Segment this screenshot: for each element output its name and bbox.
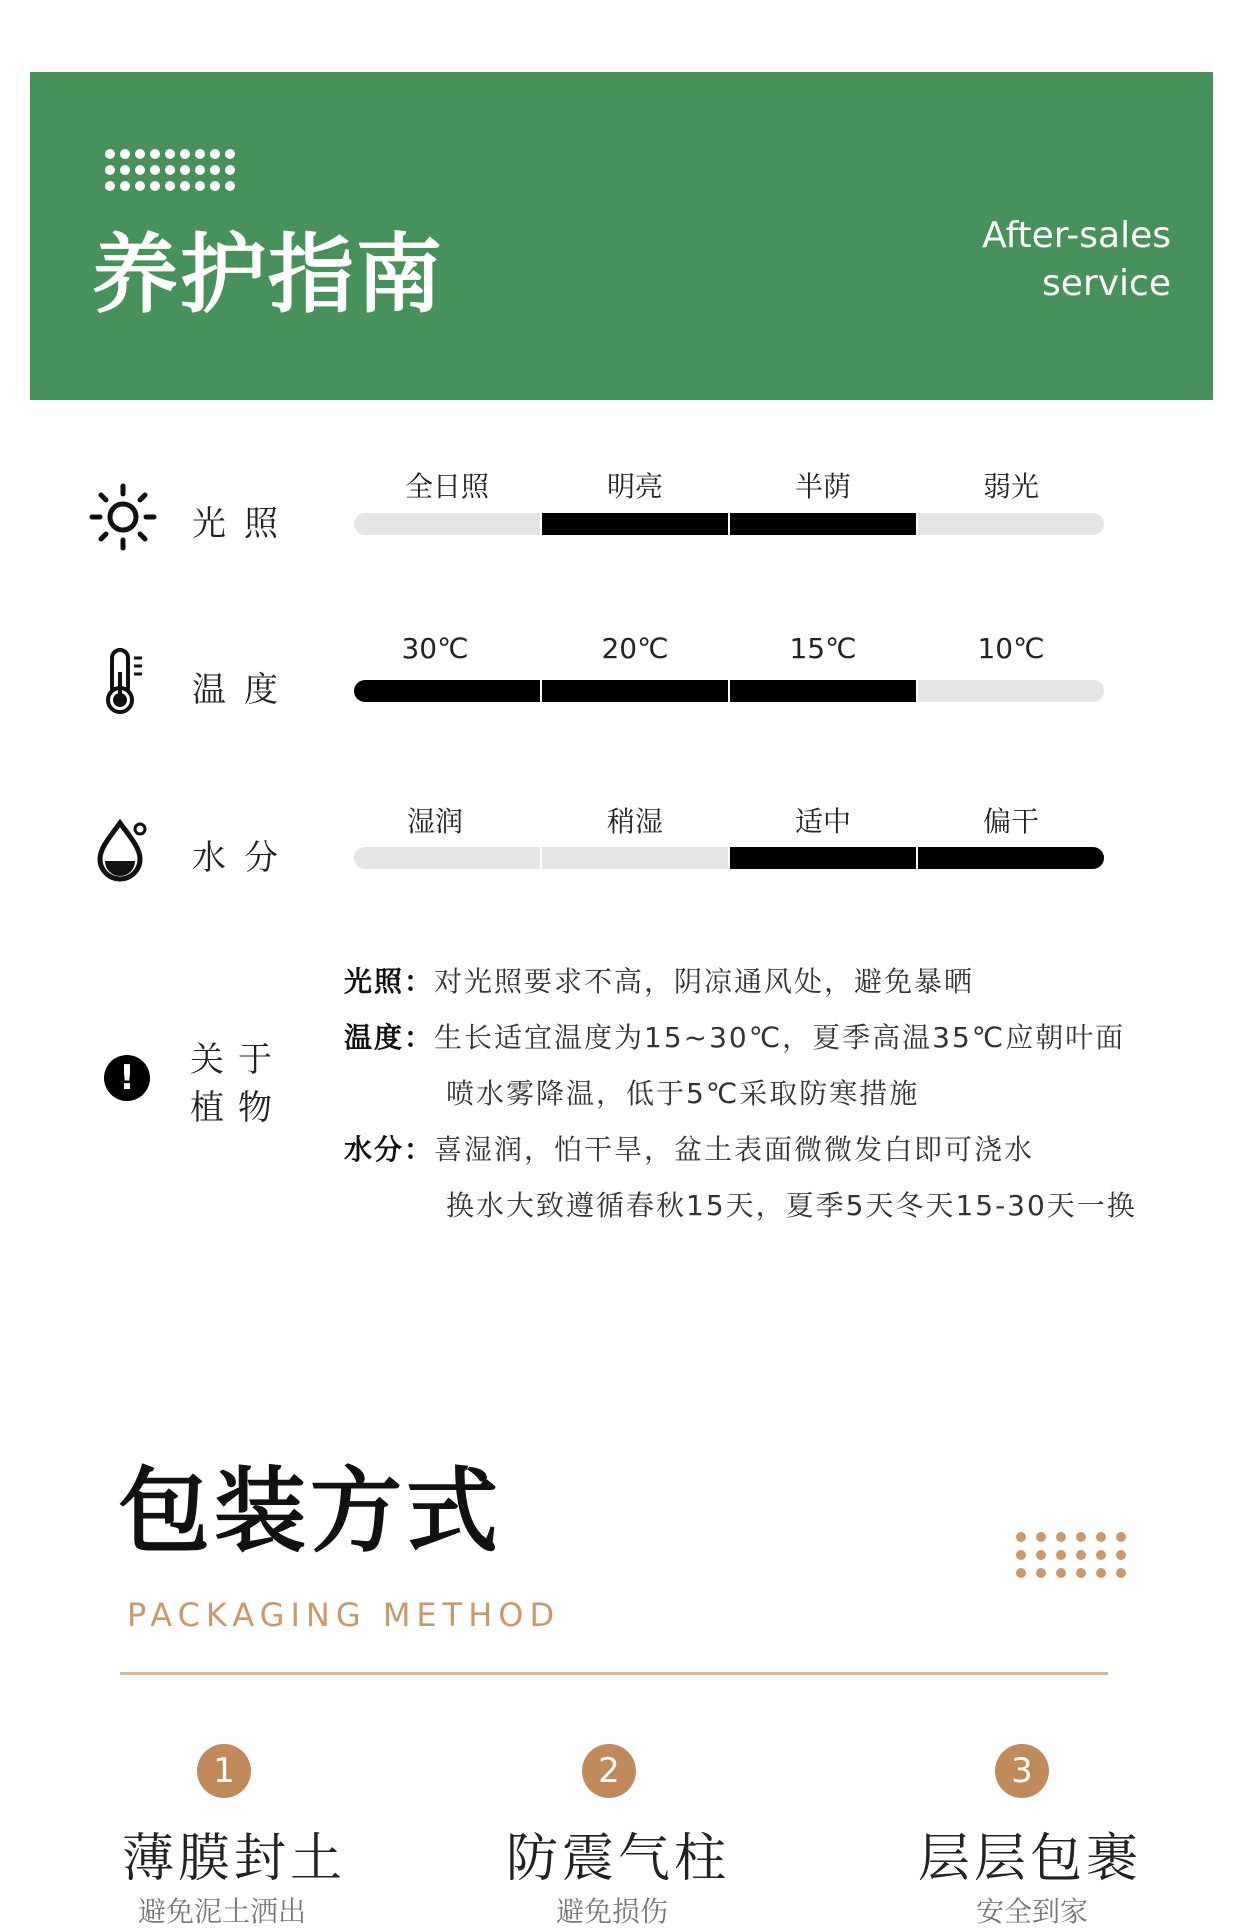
level-bar-segment-active (542, 680, 728, 702)
packaging-title: 包装方式 (118, 1458, 503, 1565)
banner-title: 养护指南 (92, 225, 444, 325)
level-bar-segment (354, 513, 540, 535)
level-label: 适中 (794, 805, 851, 838)
level-label: 30℃ (401, 632, 469, 665)
info-line-light: 光照：对光照要求不高，阴凉通风处，避免暴晒 (344, 965, 975, 998)
level-label: 10℃ (977, 632, 1045, 665)
level-bar-segment-active (918, 847, 1104, 869)
section-divider (120, 1672, 1108, 1675)
step-description: 安全到家 (976, 1895, 1089, 1928)
level-bar-segment-active (730, 680, 916, 702)
exclamation-icon: ! (104, 1055, 150, 1101)
info-line-temperature-cont: 喷水雾降温，低于5℃采取防寒措施 (446, 1077, 920, 1110)
level-label: 15℃ (789, 632, 857, 665)
care-row-label-light: 光照 (192, 504, 296, 544)
water-drop-icon (88, 815, 158, 885)
level-label: 稍湿 (606, 805, 663, 838)
level-label: 弱光 (982, 470, 1039, 503)
about-plant-label: 关于 植物 (190, 1040, 286, 1128)
packaging-subtitle: PACKAGING METHOD (127, 1596, 561, 1634)
sun-icon (88, 482, 158, 552)
level-bar-segment-active (730, 513, 916, 535)
dot-pattern-decoration (1016, 1532, 1126, 1578)
care-row-temperature (88, 646, 158, 720)
level-label: 湿润 (406, 805, 463, 838)
level-label: 全日照 (404, 470, 489, 503)
dot-pattern-decoration (105, 149, 235, 191)
level-label: 半荫 (794, 470, 851, 503)
care-row-label-water: 水分 (192, 838, 296, 878)
step-number-badge: 2 (582, 1744, 636, 1798)
level-label: 偏干 (982, 805, 1039, 838)
step-title: 薄膜封土 (122, 1829, 347, 1889)
level-label: 明亮 (606, 470, 663, 503)
care-row-light (88, 482, 158, 556)
level-bar-segment (542, 847, 728, 869)
step-title: 层层包裹 (918, 1829, 1143, 1889)
level-bar-segment (354, 847, 540, 869)
level-bar-segment (918, 513, 1104, 535)
info-line-temperature: 温度：生长适宜温度为15~30℃，夏季高温35℃应朝叶面 (344, 1021, 1126, 1054)
level-bar-segment (918, 680, 1104, 702)
step-description: 避免损伤 (556, 1895, 669, 1928)
care-row-label-temperature: 温度 (192, 670, 296, 710)
step-number-badge: 1 (197, 1744, 251, 1798)
thermometer-icon (88, 646, 158, 716)
care-guide-banner (30, 72, 1213, 400)
care-row-water (88, 815, 158, 889)
info-line-water-cont: 换水大致遵循春秋15天，夏季5天冬天15-30天一换 (446, 1189, 1137, 1222)
step-number-badge: 3 (995, 1744, 1049, 1798)
level-bar-segment-active (354, 680, 540, 702)
step-description: 避免泥土洒出 (138, 1895, 307, 1928)
level-bar-segment-active (542, 513, 728, 535)
info-line-water: 水分：喜湿润，怕干旱，盆土表面微微发白即可浇水 (344, 1133, 1035, 1166)
level-label: 20℃ (601, 632, 669, 665)
level-bar-segment-active (730, 847, 916, 869)
banner-subtitle: After-sales service (982, 215, 1171, 304)
step-title: 防震气柱 (506, 1829, 731, 1889)
